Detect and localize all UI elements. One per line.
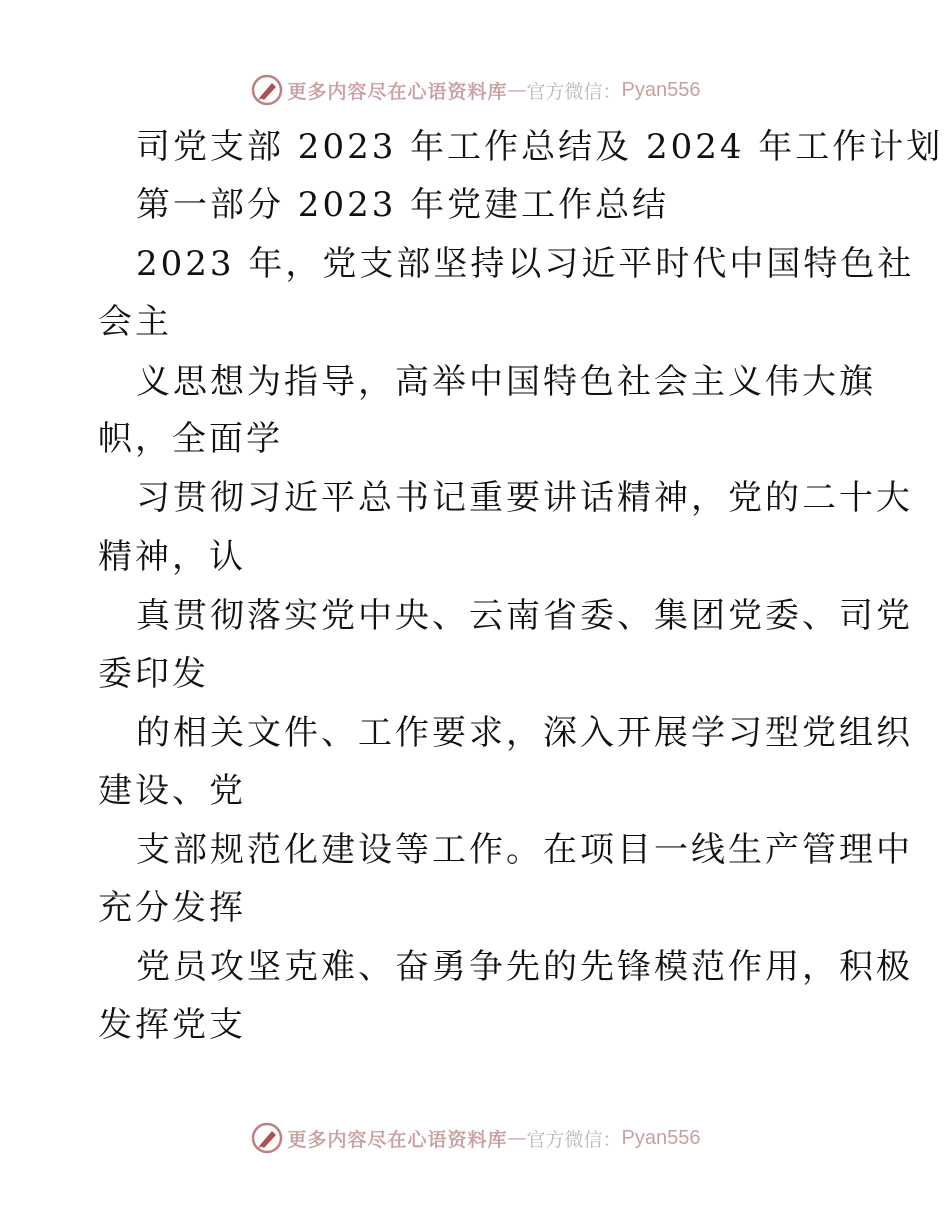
paragraph-line: 习贯彻习近平总书记重要讲话精神，党的二十大	[136, 478, 913, 518]
paragraph-line: 真贯彻落实党中央、云南省委、集团党委、司党	[136, 596, 913, 636]
paragraph-line: 会主	[98, 302, 172, 342]
section-heading: 第一部分 2023 年党建工作总结	[136, 185, 670, 225]
paragraph-line: 党员攻坚克难、奋勇争先的先锋模范作用，积极	[136, 947, 913, 987]
footer-watermark	[0, 1118, 950, 1158]
paragraph-line: 委印发	[98, 654, 209, 694]
header-watermark	[0, 70, 950, 110]
paragraph-line: 义思想为指导，高举中国特色社会主义伟大旗	[136, 362, 876, 402]
paragraph-line: 发挥党支	[98, 1005, 246, 1045]
watermark-official-label: 官方微信：	[526, 1128, 622, 1151]
document-title: 司党支部 2023 年工作总结及 2024 年工作计划	[136, 127, 944, 167]
paragraph-line: 的相关文件、工作要求，深入开展学习型党组织	[136, 713, 913, 753]
paragraph-line: 建设、党	[98, 771, 246, 811]
paragraph-line: 2023 年，党支部坚持以习近平时代中国特色社	[136, 244, 915, 284]
watermark-dash: —	[507, 1127, 527, 1149]
paragraph-line: 支部规范化建设等工作。在项目一线生产管理中	[136, 830, 913, 870]
watermark-text: 更多内容尽在心语资料库	[287, 80, 508, 103]
pen-circle-logo-icon	[250, 1121, 284, 1155]
watermark-wechat-id: Pyan556	[621, 78, 701, 101]
watermark-text: 更多内容尽在心语资料库	[287, 1128, 508, 1151]
watermark-official-label: 官方微信：	[526, 80, 622, 103]
watermark-wechat-id: Pyan556	[621, 1126, 701, 1149]
paragraph-line: 帜，全面学	[98, 419, 283, 459]
paragraph-line: 精神，认	[98, 537, 246, 577]
paragraph-line: 充分发挥	[98, 888, 246, 928]
watermark-dash: —	[507, 79, 527, 101]
pen-circle-logo-icon	[250, 73, 284, 107]
